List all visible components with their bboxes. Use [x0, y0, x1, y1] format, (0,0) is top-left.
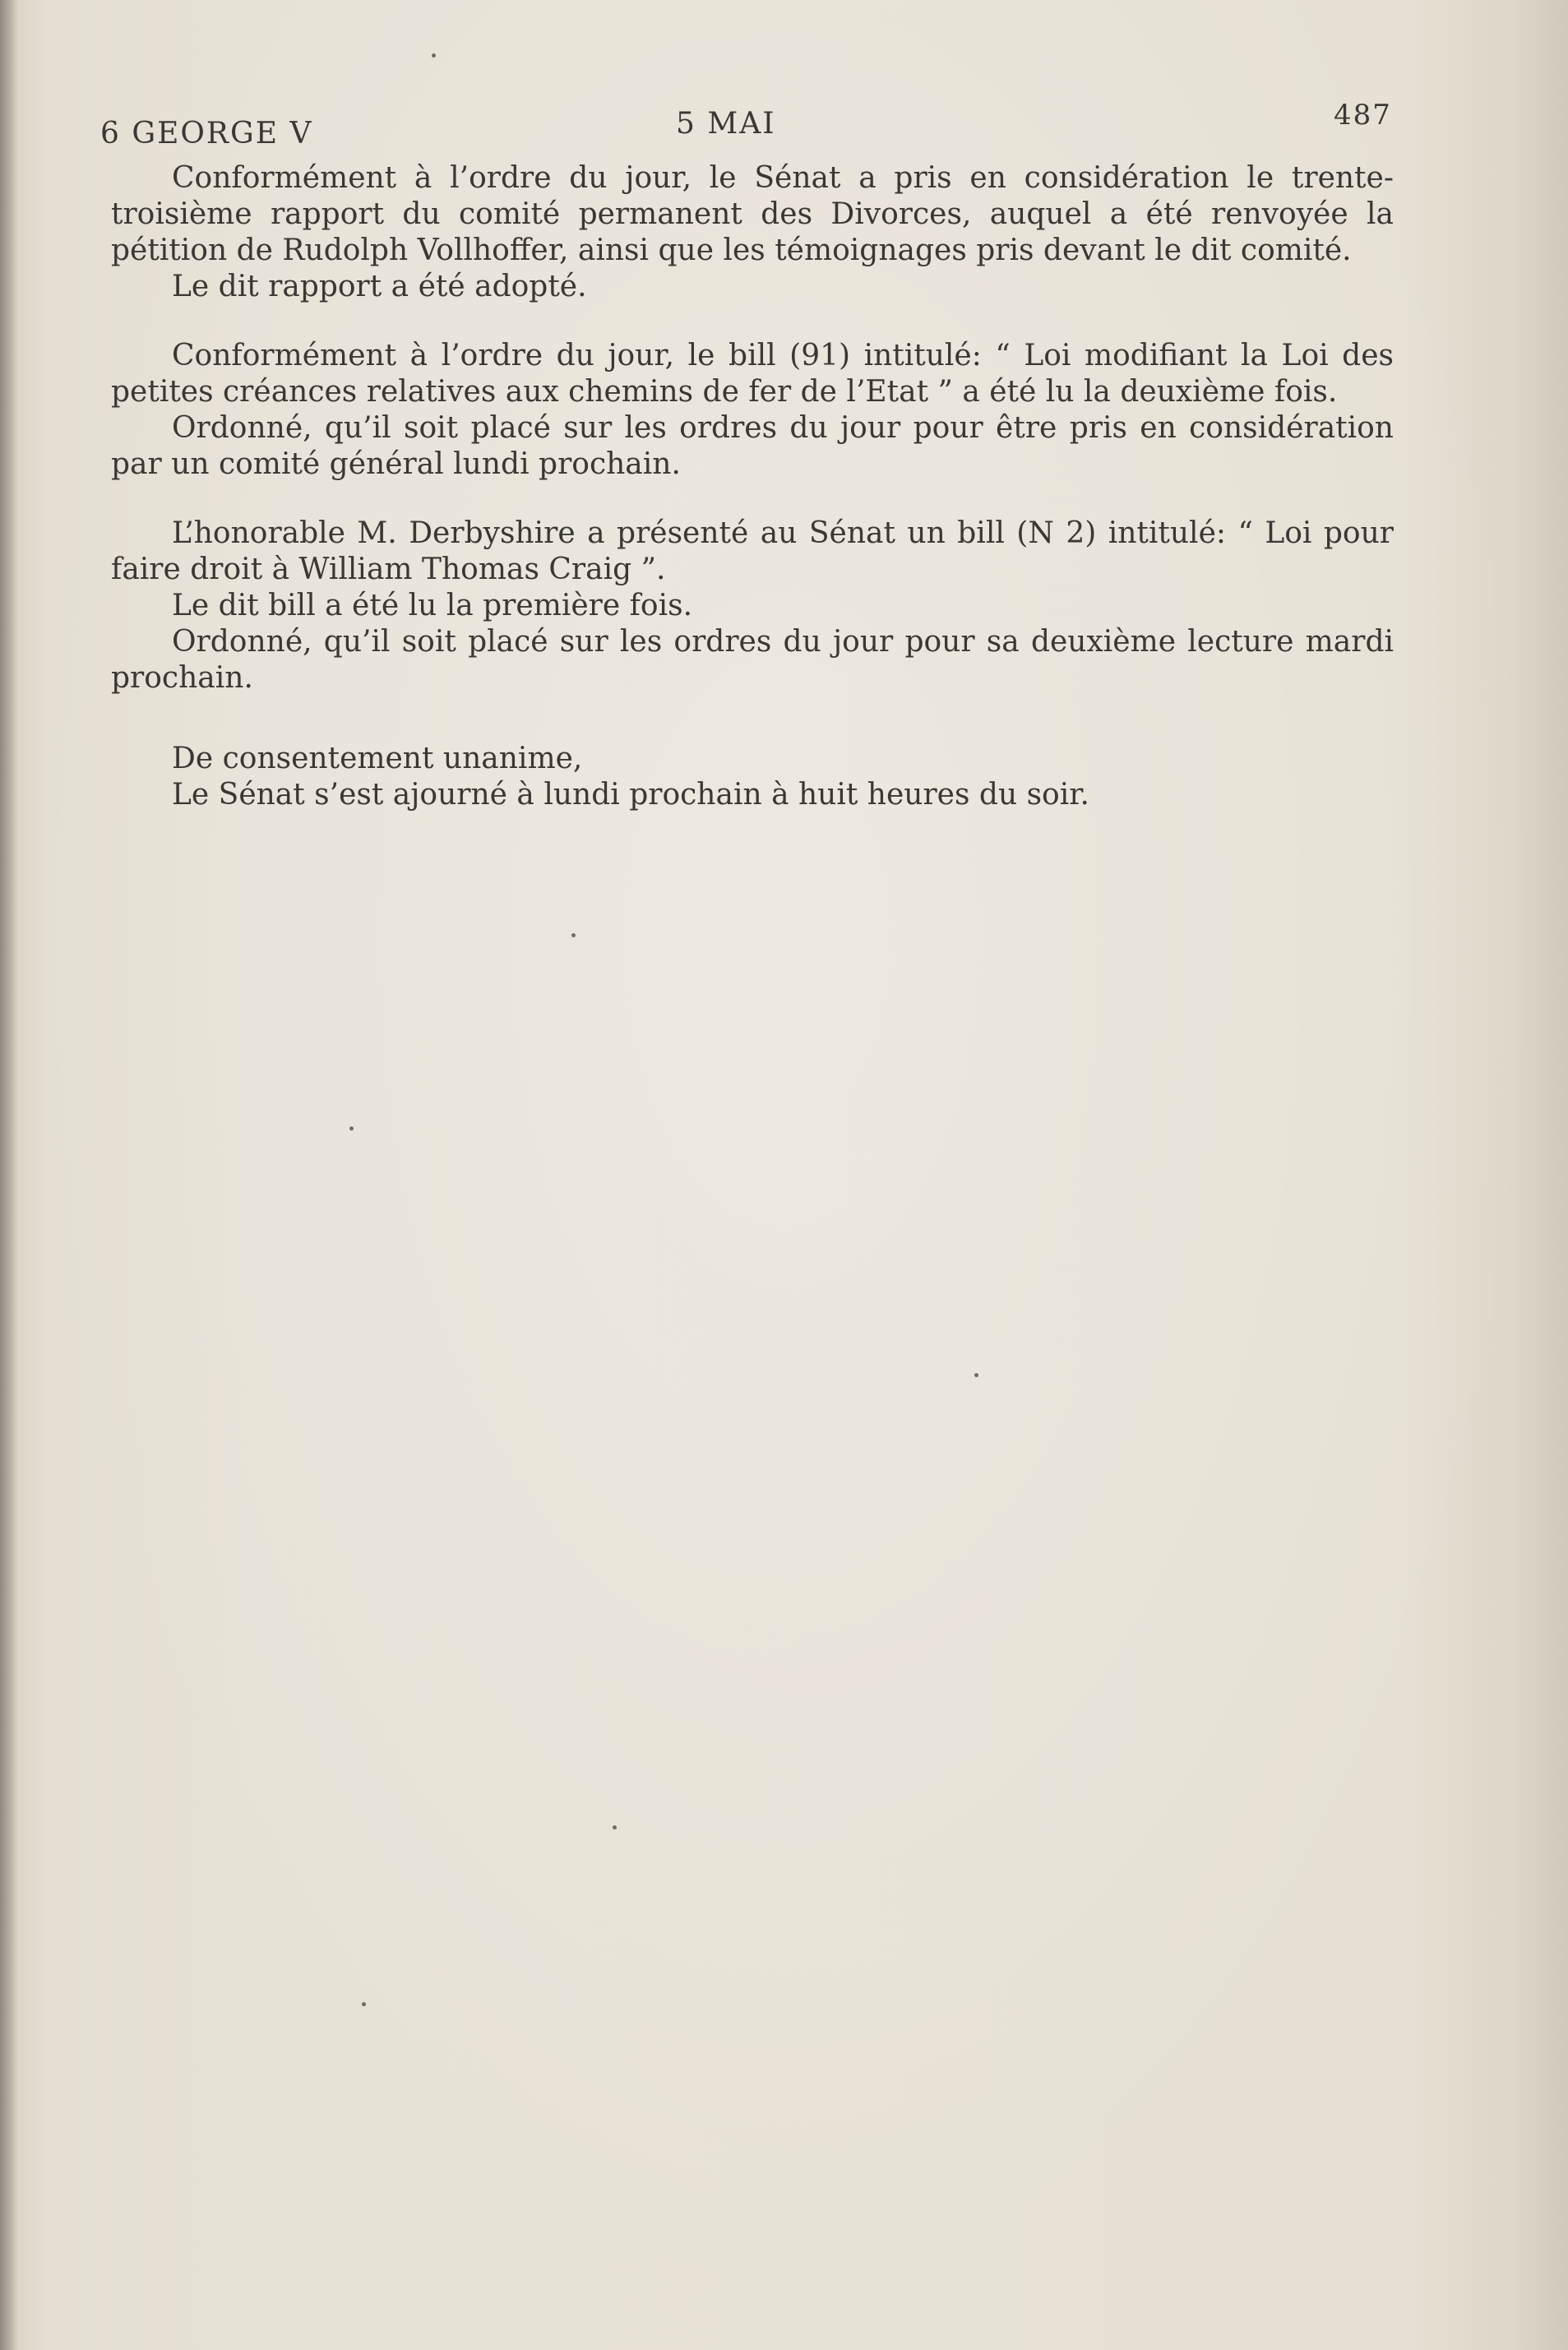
header-session: 6 GEORGE V [100, 117, 313, 150]
paragraph-adjournment: Le Sénat s’est ajourné à lundi prochain à huit heures du soir. [172, 778, 1089, 812]
paragraph-bill-n2-first-reading: Le dit bill a été lu la première fois. [172, 589, 693, 622]
paper-speck [571, 933, 576, 937]
paper-speck [349, 1126, 354, 1131]
page-binding-edge [0, 0, 18, 2350]
paragraph-report-adopted: Le dit rapport a été adopté. [172, 270, 587, 303]
paper-speck [613, 1825, 617, 1830]
paper-speck [432, 53, 436, 58]
paragraph-bill-91: Conformément à l’ordre du jour, le bill (91) intitulé: “ Loi modifiant la Loi des petites créances relatives aux chemins de fer de l’Etat ” a été lu la deuxième fois. [111, 339, 1394, 409]
header-date: 5 MAI [676, 107, 776, 141]
running-header [0, 99, 1568, 156]
paragraph-bill-91-order: Ordonné, qu’il soit placé sur les ordres du jour pour être pris en considération par un comité général lundi prochain. [111, 411, 1394, 481]
paper-speck [974, 1373, 978, 1377]
paragraph-bill-n2: L’honorable M. Derbyshire a présenté au Sénat un bill (N 2) intitulé: “ Loi pour faire droit à William Thomas Craig ”. [111, 516, 1394, 586]
paper-speck [362, 2002, 366, 2006]
paragraph-unanimous-consent: De consentement unanime, [172, 742, 583, 775]
paragraph-bill-n2-order: Ordonné, qu’il soit placé sur les ordres du jour pour sa deuxième lecture mardi prochain. [111, 625, 1394, 695]
paragraph-divorce-report: Conformément à l’ordre du jour, le Sénat a pris en considération le trente-troisième rapport du comité permanent des Divorces, auquel a été renvoyée la pétition de Rudolph Vollhoffer, ainsi que les témoignages pris devant le dit comité. [111, 161, 1394, 267]
page-number: 487 [1334, 99, 1392, 132]
journal-text [111, 160, 1394, 813]
